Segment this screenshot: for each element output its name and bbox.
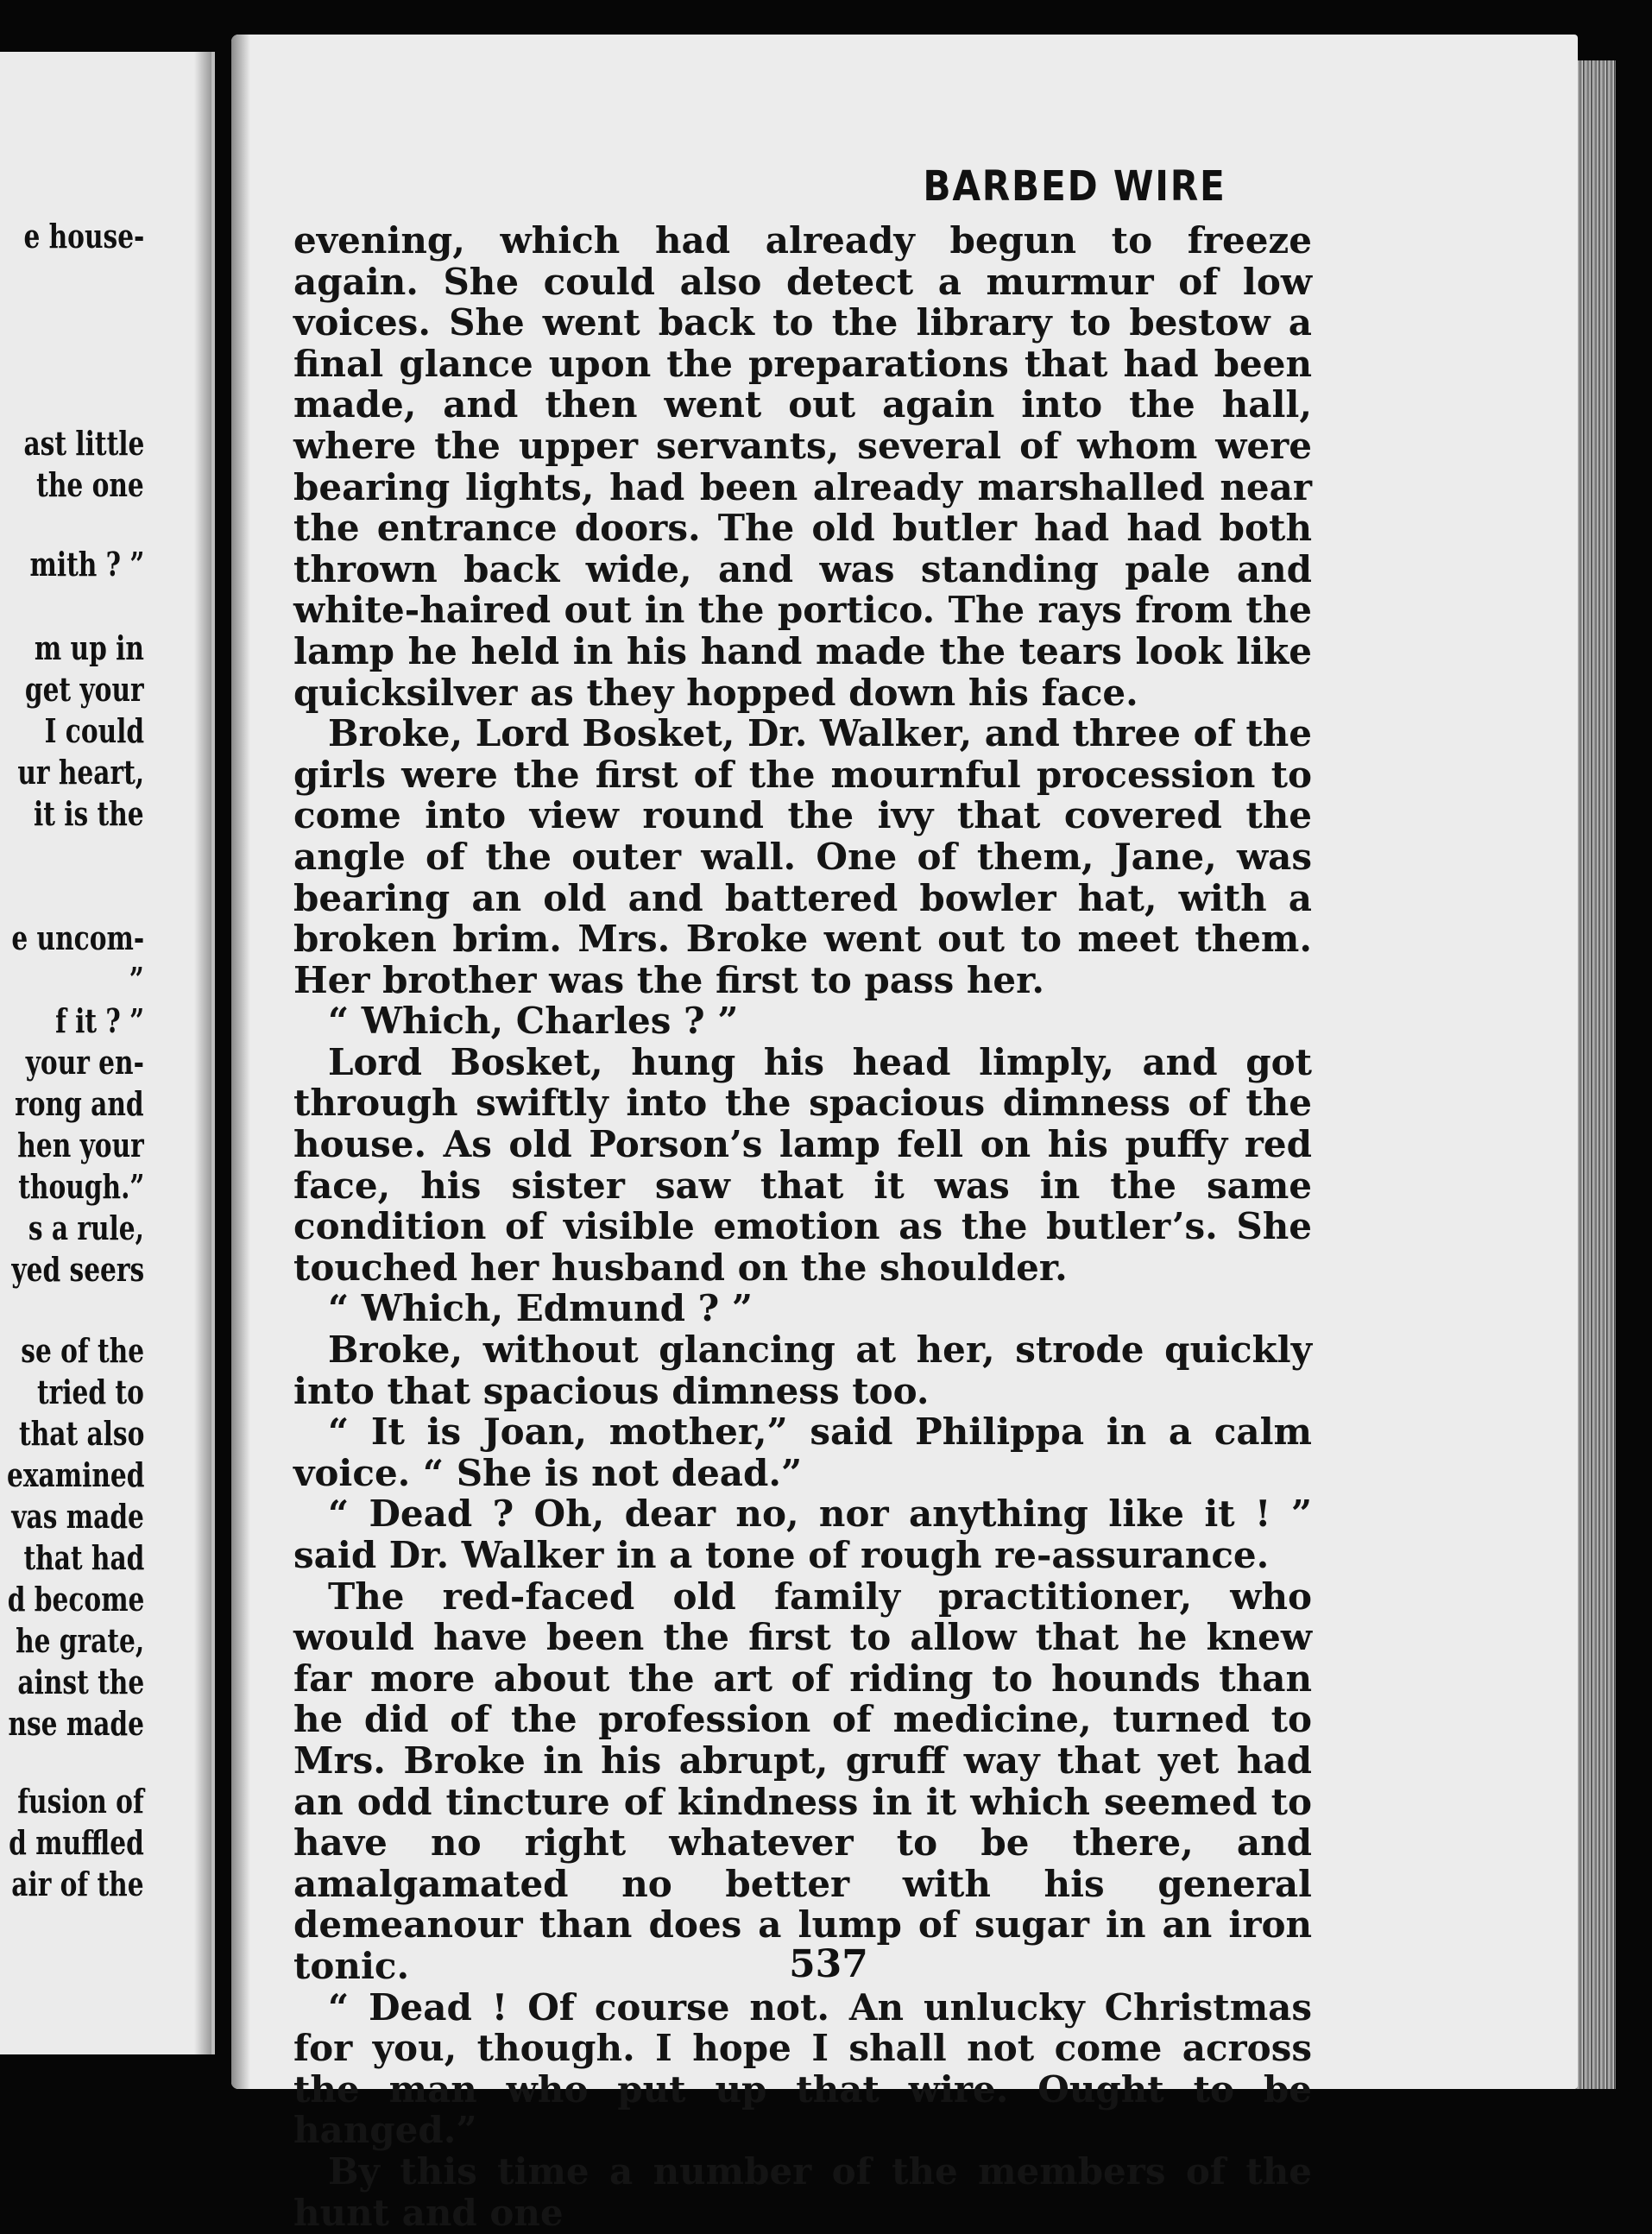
left-page-line: I could [44, 711, 144, 750]
body-text [293, 220, 1312, 2233]
left-page-line: mith ? ” [29, 545, 144, 584]
left-page-line: he grate, [15, 1621, 144, 1660]
left-page-line: e uncom- [11, 918, 144, 957]
paragraph: Broke, Lord Bosket, Dr. Walker, and three of the girls were the first of the mournful procession to come into view round the ivy that covered the angle of the outer wall. One of them, Jane, was bearing an old and battered bowler hat, with a broken brim. Mrs. Broke went out to meet them. Her brother was the first to pass her. [293, 712, 1312, 1001]
running-head: BARBED WIRE [923, 162, 1226, 211]
left-page-line: ainst the [17, 1663, 144, 1701]
paragraph: “ Dead ? Oh, dear no, nor anything like it ! ” said Dr. Walker in a tone of rough re-assurance. [293, 1492, 1312, 1576]
left-page-line: ” [129, 960, 144, 999]
left-page-gutter [194, 52, 211, 2054]
right-page-spine-shadow [231, 35, 250, 2089]
left-page-line: d muffled [9, 1823, 144, 1862]
paragraph: By this time a number of the members of the hunt and one [293, 2149, 1312, 2234]
paragraph: Broke, without glancing at her, strode quickly into that spacious dimness too. [293, 1328, 1312, 1412]
left-page-line: though.” [17, 1167, 144, 1206]
paragraph: “ Which, Edmund ? ” [328, 1287, 753, 1330]
left-page-line: that also [18, 1414, 144, 1453]
left-page-line: your en- [25, 1043, 144, 1082]
left-page-line: s a rule, [28, 1209, 144, 1247]
left-page-line: vas made [11, 1497, 144, 1536]
left-page-line: air of the [11, 1865, 144, 1903]
left-page-line: that had [23, 1538, 144, 1577]
left-page-line: hen your [17, 1126, 144, 1164]
paragraph: “ It is Joan, mother,” said Philippa in a calm voice. “ She is not dead.” [293, 1410, 1312, 1494]
left-page-line: tried to [37, 1373, 144, 1411]
left-page-line: the one [36, 465, 144, 504]
paragraph: Lord Bosket, hung his head limply, and got through swiftly into the spacious dimness of the house. As old Porson’s lamp fell on his puffy red face, his sister saw that it was in the same condition of visible emotion as the butler’s. She touched her husband on the shoulder. [293, 1040, 1312, 1289]
left-page-line: se of the [21, 1331, 144, 1370]
left-page-line: rong and [15, 1084, 144, 1123]
paragraph: “ Dead ! Of course not. An unlucky Christmas for you, though. I hope I shall not come across the man who put up that wire. Ought to be hanged.” [293, 1985, 1312, 2152]
left-page-line: f it ? ” [54, 1001, 144, 1040]
left-page-line: it is the [34, 794, 144, 833]
paragraph: evening, which had already begun to freeze again. She could also detect a murmur of low voices. She went back to the library to bestow a final glance upon the preparations that had been made, and then went out again into the hall, where the upper servants, several of whom were bearing lights, had been already marshalled near the entrance doors. The old butler had had both thrown back wide, and was standing pale and white-haired out in the portico. The rays from the lamp he held in his hand made the tears look like quicksilver as they hopped down his face. [293, 219, 1312, 714]
paragraph: “ Which, Charles ? ” [328, 1000, 739, 1043]
left-page-line: get your [25, 670, 144, 709]
page-number: 537 [789, 1942, 868, 1986]
left-page-line: e house- [23, 217, 144, 256]
left-page-line: ur heart, [17, 753, 144, 792]
left-page-line: d become [7, 1580, 144, 1619]
left-page-line: fusion of [17, 1782, 144, 1821]
left-page-line: yed seers [11, 1250, 144, 1289]
left-page-line: m up in [34, 628, 144, 667]
paragraph: The red-faced old family practitioner, who would have been the first to allow that he knew far more about the art of riding to hounds than he did of the profession of medicine, turned to Mrs. Broke in his abrupt, gruff way that yet had an odd tincture of kindness in it which seemed to have no right whatever to be there, and amalgamated no better with his general demeanour than does a lump of sugar in an iron tonic. [293, 1575, 1312, 1987]
left-page-fragment [0, 52, 215, 2054]
left-page-line: examined [6, 1455, 144, 1494]
left-page-line: nse made [8, 1704, 144, 1743]
left-page-line: ast little [23, 424, 144, 463]
